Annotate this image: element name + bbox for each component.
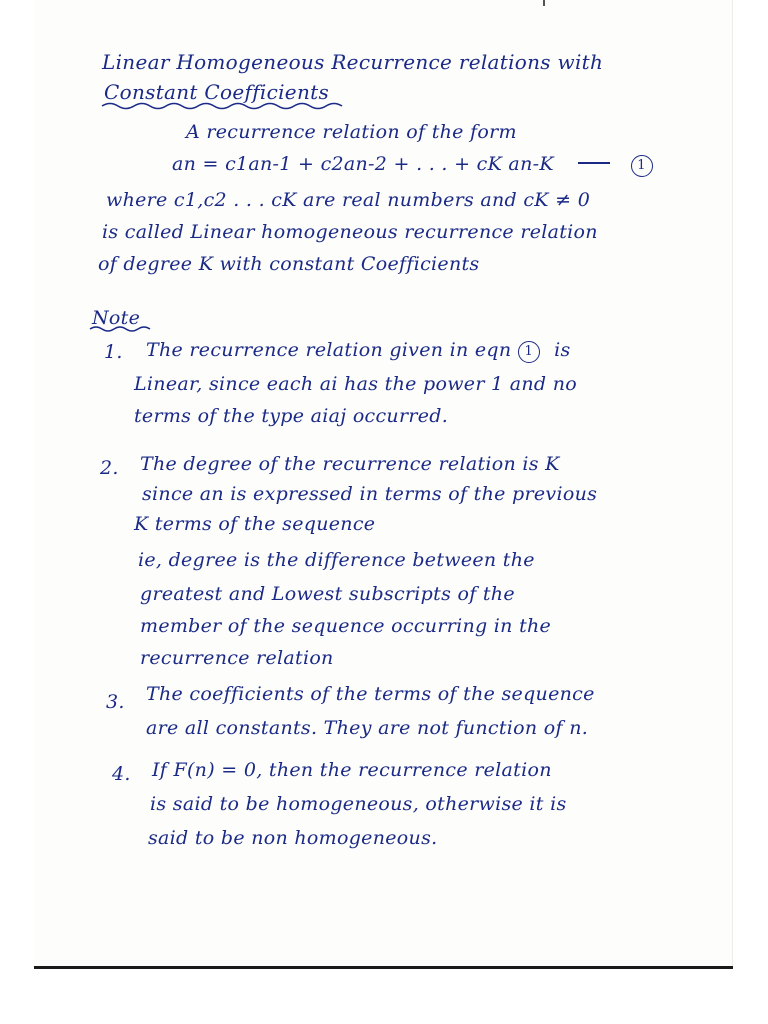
definition-line-5: of degree K with constant Coefficients [98,253,480,275]
note-2-line-4: ie, degree is the difference between the [138,549,535,571]
definition-line-3: where c1,c2 . . . cK are real numbers and cK ≠ 0 [106,189,591,211]
equation-dash [578,162,610,164]
definition-equation: an = c1an-1 + c2an-2 + . . . + cK an-K [172,153,554,175]
note-2-line-2: since an is expressed in terms of the previous [142,483,598,505]
note-1-line-3: terms of the type aiaj occurred. [134,405,449,427]
note-1-line-1-row [146,338,571,363]
note-4-number: 4. [112,763,131,785]
note-1-line-1: The recurrence relation given in eqn [146,339,512,361]
page-bottom-edge [34,966,733,969]
note-2-number: 2. [100,457,119,479]
note-1-equation-badge: 1 [518,341,540,363]
note-4-line-2: is said to be homogeneous, otherwise it is [150,793,567,815]
heading-line-1: Linear Homogeneous Recurrence relations with [102,50,604,74]
note-2-line-1: The degree of the recurrence relation is K [140,453,560,475]
note-4-line-1: If F(n) = 0, then the recurrence relation [152,759,552,781]
note-3-line-1: The coefficients of the terms of the sequence [146,683,595,705]
definition-equation-row [172,152,653,177]
equation-number-badge: 1 [631,155,653,177]
definition-line-1: A recurrence relation of the form [186,121,517,143]
note-1-line-1-tail: is [554,339,571,361]
note-2-line-5: greatest and Lowest subscripts of the [140,583,515,605]
note-heading: Note [92,307,141,329]
note-2-line-3: K terms of the sequence [134,513,376,535]
note-4-line-3: said to be non homogeneous. [148,827,438,849]
heading-line-2: Constant Coefficients [104,80,330,104]
note-3-number: 3. [106,691,125,713]
note-1-number: 1. [104,341,123,363]
note-3-line-2: are all constants. They are not function of n. [146,717,589,739]
definition-line-4: is called Linear homogeneous recurrence relation [102,221,598,243]
note-2-line-6: member of the sequence occurring in the [140,615,552,637]
top-edge-mark [543,0,545,6]
note-underline [88,324,152,334]
note-1-line-2: Linear, since each ai has the power 1 and no [134,373,578,395]
heading-underline [100,100,350,112]
note-2-line-7: recurrence relation [140,647,334,669]
